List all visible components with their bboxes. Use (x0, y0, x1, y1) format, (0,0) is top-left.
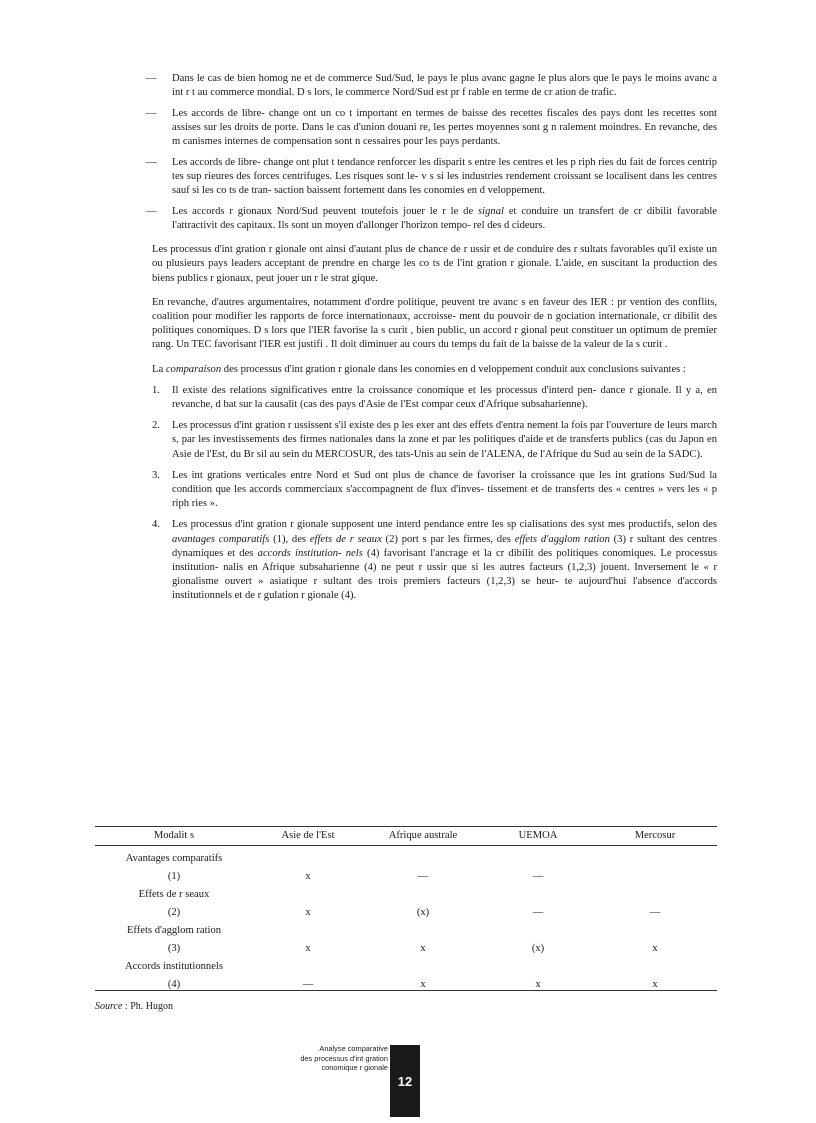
table-cell: — (649, 907, 661, 918)
table-row (95, 972, 717, 991)
table-cell: x (305, 943, 311, 954)
row-number: (4) (167, 979, 181, 990)
row-number: (3) (167, 943, 181, 954)
row-label: Effets d'agglom ration (126, 925, 222, 936)
dash-item: — Dans le cas de bien homog ne et de commerce Sud/Sud, le pays le plus avanc gagne le plus alors que le pays le moins avanc a int r t au commerce mondial. D s lors, le commerce Nord/Sud est pr f rable en terme de cr ation de trafic. (146, 73, 717, 99)
table-row-label (95, 918, 717, 936)
table-cell: x (305, 871, 311, 882)
table-row (95, 900, 717, 918)
numbered-item: 4. Les processus d'int gration r gionale supposent une interd pendance entre les sp cialisations des syst mes productifs, selon des avantages comparatifs (1), des effets de r seaux (2) port s par les firmes, des effets d'agglom ration (3) r sultant des centres dynamiques et des accords institution- nels (4) favorisant l'ancrage et la cr dibilit des politiques conomiques. Le processus institution- nalis en Afrique subsaharienne (4) ne peut r ussir que si les autres facteurs (1,2,3) jouent. Inversement le « r gionalisme ouvert » asiatique r sultant des trois premiers facteurs (1,2,3) se heur- te aujourd'hui l'absence d'accords institutionnels et de r gulation r gionale (4). (152, 519, 718, 602)
table-cell: — (532, 871, 544, 882)
table-cell: — (417, 871, 429, 882)
table-row-label (95, 846, 717, 865)
column-header: Asie de l'Est (281, 829, 335, 841)
row-label: Avantages comparatifs (125, 853, 223, 864)
column-header: UEMOA (518, 829, 558, 841)
column-header: Mercosur (634, 829, 676, 841)
numbered-item: 1. Il existe des relations significatives entre la croissance conomique et les processus d'interd pen- dance r gionale. Il y a, en revanche, d bat sur la causalit (cas des pays d'Asie de l'Est compar ceux d'Afrique subsaharienne). (152, 384, 717, 411)
table-cell: (x) (531, 943, 545, 954)
row-label: Accords institutionnels (125, 961, 223, 972)
paragraph: La comparaison des processus d'int gration r gionale dans les conomies en d veloppement conduit aux conclusions suivantes : (152, 363, 686, 375)
table-cell: x (420, 943, 426, 954)
comparison-table (95, 826, 717, 991)
table-cell: — (302, 979, 314, 990)
numbered-item: 2. Les processus d'int gration r ussissent s'il existe des p les exer ant des effets d'entra nement la fois par l'ouverture de leurs march s, par les investissements des firmes nationales dans la zone et par les politiques d'aide et de transferts publics (cas du Japon en Asie de l'Est, du Br sil au sein du MERCOSUR, des tats-Unis au sein de l'ALENA, de l'Afrique du Sud au sein de la SADC). (152, 420, 717, 460)
table-cell: x (652, 979, 658, 990)
table-cell: x (535, 979, 541, 990)
running-footer: Analyse comparative des processus d'int gration conomique r gionale (300, 1044, 388, 1073)
table-cell: — (532, 907, 544, 918)
table-row-label (95, 882, 717, 900)
body-text (146, 72, 718, 604)
table-row (95, 864, 717, 882)
dash-item: — Les accords de libre- change ont un co t important en termes de baisse des recettes fiscales des pays dont les recettes sont assises sur les droits de porte. Dans le cas d'union douani re, les pertes moyennes sont g n ralement moindres. En revanche, des m canismes internes de compensation sont n cessaires pour les pays perdants. (146, 107, 717, 148)
table-source: Source : Ph. Hugon (95, 1001, 173, 1012)
numbered-item: 3. Les int grations verticales entre Nord et Sud ont plus de chance de favoriser la croissance que les int grations Sud/Sud la condition que les accords commerciaux s'accompagnent de flux d'inves- tissement et de transferts des « centres » vers les « p riph ries ». (152, 469, 717, 510)
page-number: 12 (390, 1045, 420, 1117)
table-cell (593, 864, 717, 882)
table-row (95, 936, 717, 954)
table-cell: x (420, 979, 426, 990)
column-header: Modalit s (153, 829, 195, 841)
row-number: (1) (167, 871, 181, 882)
row-label: Effets de r seaux (138, 889, 210, 900)
paragraph: Les processus d'int gration r gionale ont ainsi d'autant plus de chance de r ussir et de conduire des r sultats favorables qu'il existe un ou plusieurs pays leaders acceptant de prendre en charge les co ts de l'int gration r gionale. L'aide, en suscitant la production des biens publics r gionaux, peut jouer un r le strat gique. (152, 244, 717, 284)
dash-item: — Les accords de libre- change ont plut t tendance renforcer les disparit s entre les centres et les p riph ries du fait de forces centrip tes sup rieures des forces centrifuges. Les risques sont le- v s si les industries rendement croissant se localisent dans les centres sauf si les co ts de tran- saction baissent fortement dans les conomies en d veloppement. (146, 156, 717, 197)
table-header-row (95, 827, 717, 846)
column-header: Afrique australe (388, 829, 458, 841)
table-row-label (95, 954, 717, 972)
table-cell: (x) (416, 907, 430, 918)
paragraph: En revanche, d'autres argumentaires, notamment d'ordre politique, peuvent tre avanc s en faveur des IER : pr vention des conflits, coalition pour modifier les rapports de force internationaux, accroisse- ment du pouvoir de n gociation internationale, cr dibilit des politiques conomiques. D s lors que l'IER favorise la s curit , bien public, un accord r gional peut constituer un optimum de premier rang. Un TEC favorisant l'IER est justifi . Il doit diminuer au cours du temps du fait de la baisse de la valeur de la s curit . (152, 296, 717, 351)
row-number: (2) (167, 907, 181, 918)
table-cell: x (652, 943, 658, 954)
table-cell: x (305, 907, 311, 918)
dash-item: — Les accords r gionaux Nord/Sud peuvent toutefois jouer le r le de signal et conduire un transfert de cr dibilit favorable l'attractivit des capitaux. Ils sont un moyen d'allonger l'horizon tempo- rel des d cideurs. (146, 205, 717, 231)
